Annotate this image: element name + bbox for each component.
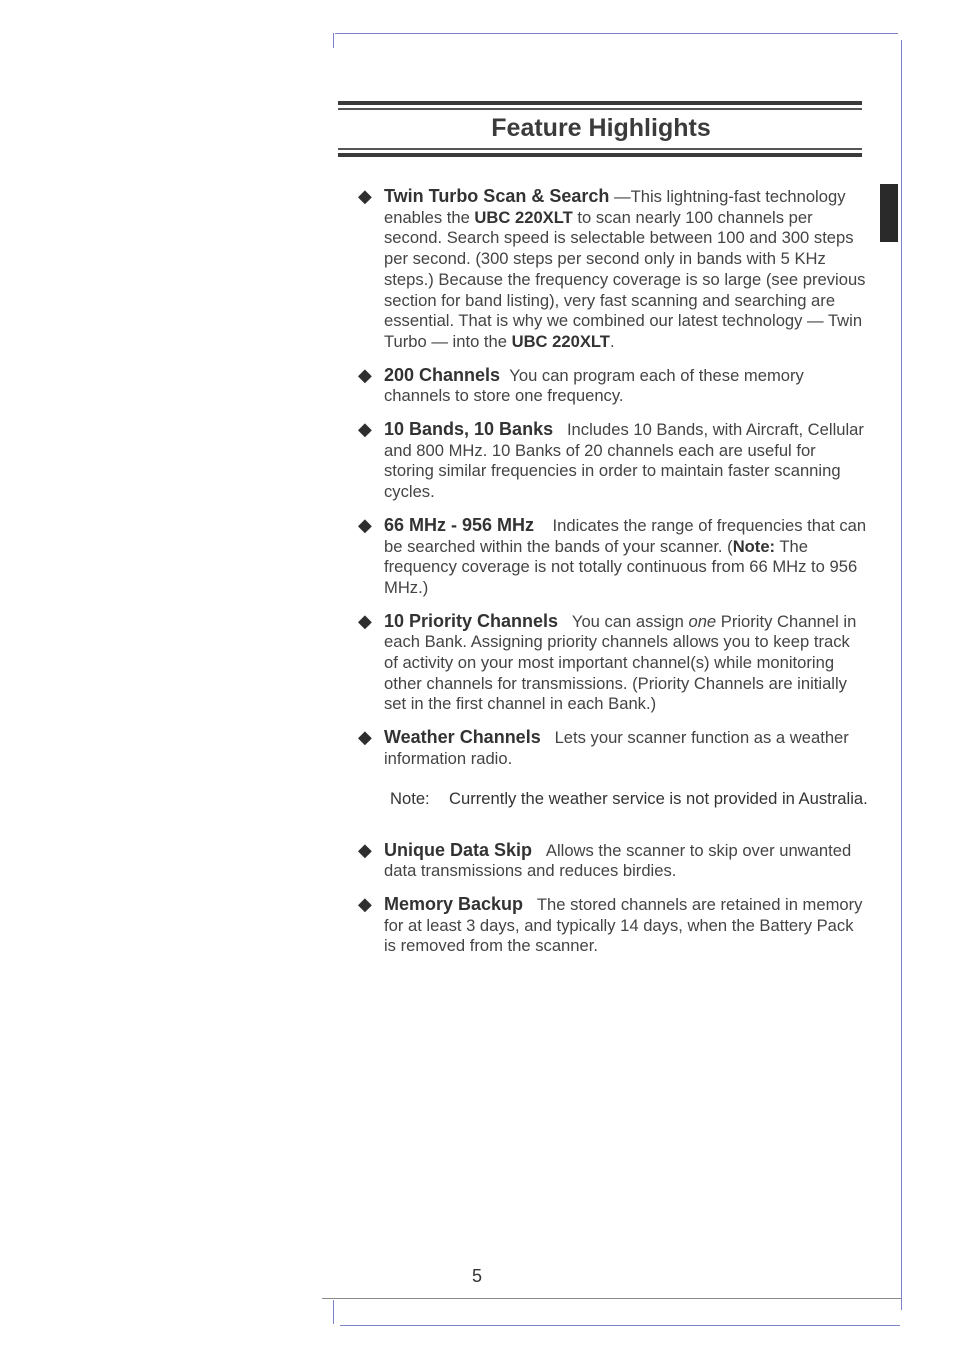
feature-memory-backup	[358, 894, 868, 957]
diamond-bullet-icon: ◆	[358, 364, 372, 385]
feature-weather-channels	[358, 727, 868, 769]
header-rule-top-thick	[338, 101, 862, 105]
bottom-rule	[322, 1298, 902, 1299]
feature-bands-banks	[358, 419, 868, 503]
page-number: 5	[471, 1266, 482, 1286]
feature-text: Allows the scanner to skip over unwanted data transmissions and reduces birdies.	[384, 840, 852, 881]
note-label: Note:	[390, 788, 430, 808]
feature-title: 10 Bands, 10 Banks	[384, 419, 554, 440]
header-rule-top-thin	[338, 108, 862, 110]
header-rule-bottom-thick	[338, 153, 862, 157]
feature-text: Priority Channel in each Bank. Assigning priority channels allows you to keep track of activity on your most important channel(s) while monitoring other channels for transmissions. (Priority Channels are initially set in the first channel in each Bank.)	[384, 611, 857, 714]
note-text: Currently the weather service is not provided in Australia.	[449, 788, 868, 808]
feature-text: You can assign	[571, 611, 689, 631]
diamond-bullet-icon: ◆	[358, 419, 372, 440]
emphasis-text: one	[688, 611, 717, 631]
feature-title: Unique Data Skip	[384, 839, 533, 860]
top-crop-line	[335, 33, 898, 34]
feature-text: The frequency coverage is not totally continuous from 66 MHz to 956 MHz.)	[384, 536, 858, 597]
feature-title: 200 Channels	[384, 364, 501, 385]
feature-text: —This lightning-fast technology enables the	[384, 187, 846, 227]
diamond-bullet-icon: ◆	[358, 514, 372, 535]
feature-title: 66 MHz - 956 MHz	[384, 514, 535, 535]
weather-note	[390, 788, 868, 810]
feature-text: Lets your scanner function as a weather information radio.	[384, 728, 849, 768]
model-name: UBC 220XLT	[474, 207, 573, 227]
feature-text: .	[609, 331, 615, 351]
feature-200-channels	[358, 365, 868, 407]
right-edge-line	[901, 40, 902, 1310]
page-title: Feature Highlights	[491, 114, 711, 142]
feature-data-skip	[358, 840, 868, 882]
diamond-bullet-icon: ◆	[358, 610, 372, 631]
feature-title: Twin Turbo Scan & Search	[384, 186, 610, 206]
feature-title: Weather Channels	[384, 727, 541, 748]
header-rule-bottom-thin	[338, 148, 862, 150]
feature-frequency-range	[358, 515, 868, 599]
feature-text: You can program each of these memory channels to store one frequency.	[384, 365, 804, 406]
feature-text: The stored channels are retained in memory for at least 3 days, and typically 14 days, when the Battery Pack is removed from the scanner.	[384, 894, 863, 956]
feature-title: 10 Priority Channels	[384, 610, 559, 631]
diamond-bullet-icon: ◆	[358, 893, 372, 914]
diamond-bullet-icon: ◆	[358, 839, 372, 860]
left-crop-mark-bottom	[333, 1300, 334, 1324]
model-name: UBC 220XLT	[511, 331, 610, 351]
feature-list	[358, 186, 868, 969]
feature-text: to scan nearly 100 channels per second. Search speed is selectable between 100 and 300 steps per second. (300 steps per second only in bands with 5 KHz steps.) Because the frequency coverage is so large (see previous section for band listing), very fast scanning and searching are essential. That is why we combined our latest technology — Twin Turbo — into the	[384, 207, 866, 351]
section-tab-marker	[880, 184, 898, 242]
feature-twin-turbo	[358, 186, 868, 353]
feature-text: Indicates the range of frequencies that can be searched within the bands of your scanner. (	[384, 515, 867, 556]
note-label-inline: Note:	[732, 536, 776, 556]
bottom-crop-line	[340, 1325, 900, 1326]
diamond-bullet-icon: ◆	[358, 727, 372, 748]
feature-text: Includes 10 Bands, with Aircraft, Cellular and 800 MHz. 10 Banks of 20 channels each are useful for storing similar frequencies in order to maintain faster scanning cycles.	[384, 420, 864, 502]
feature-title: Memory Backup	[384, 893, 524, 914]
left-crop-mark-top	[333, 33, 334, 48]
diamond-bullet-icon: ◆	[358, 186, 372, 206]
feature-priority-channels	[358, 611, 868, 716]
